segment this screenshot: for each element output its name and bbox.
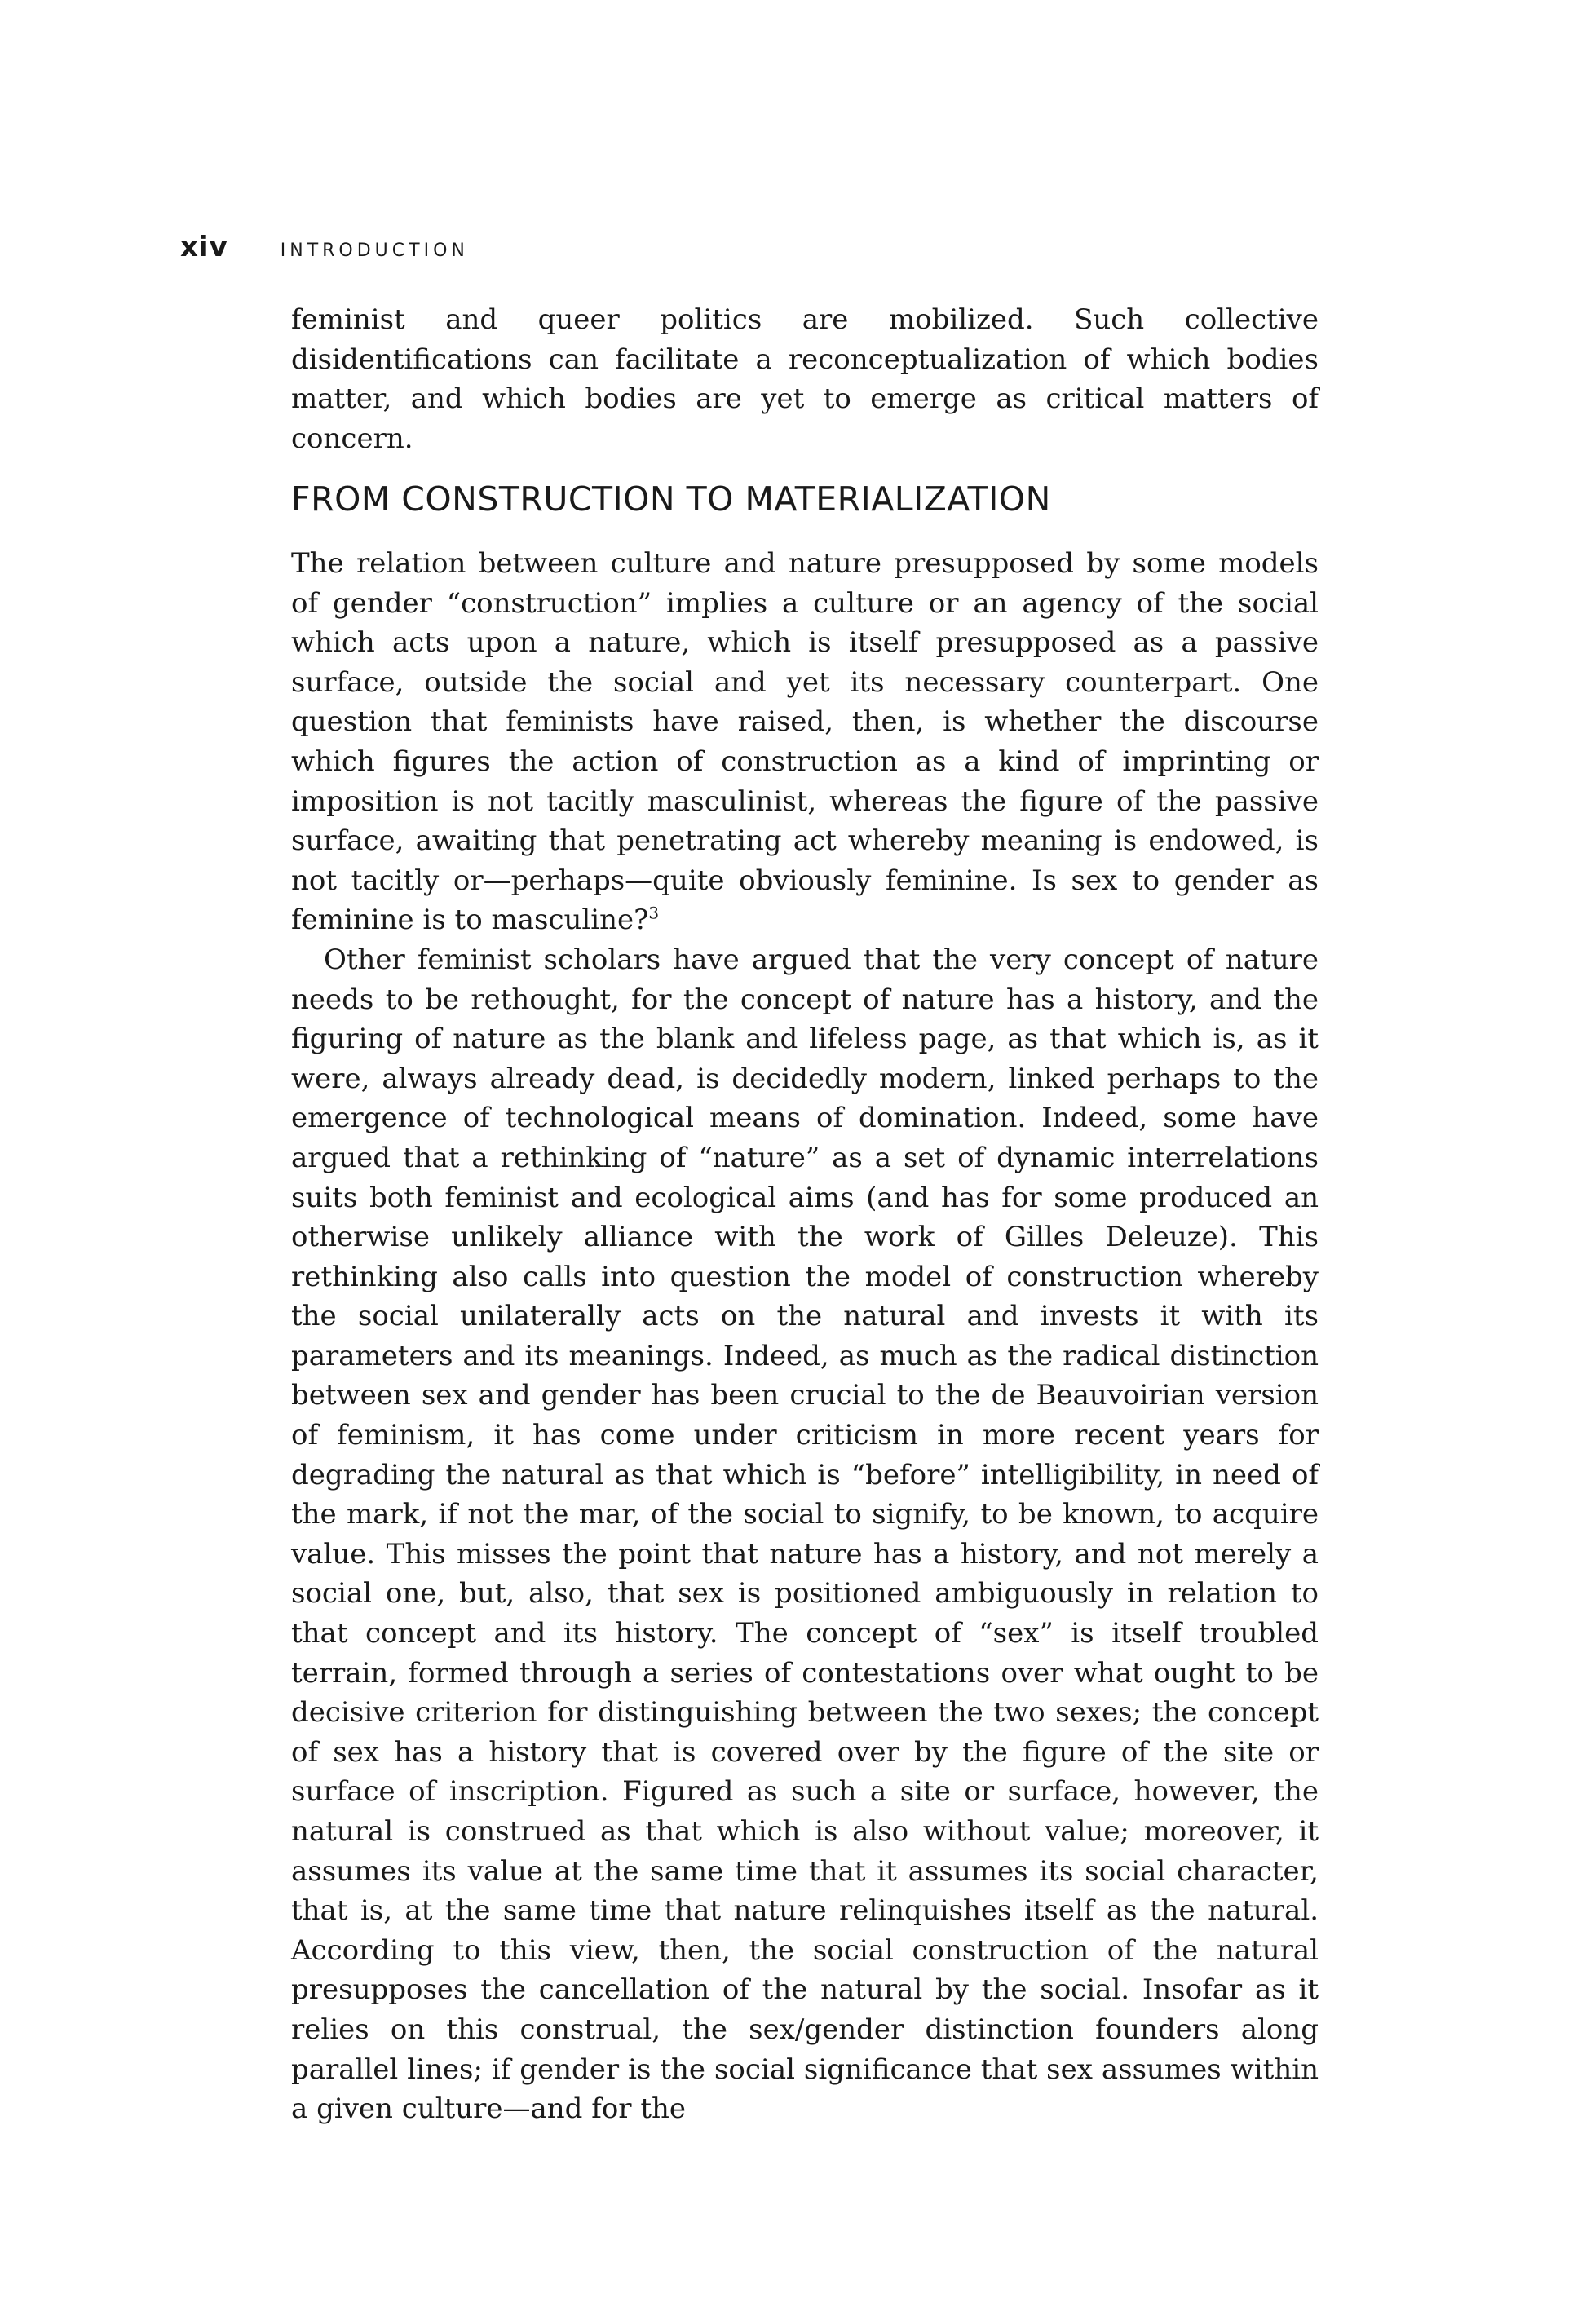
running-head-title: INTRODUCTION <box>280 241 469 261</box>
paragraph-continued: feminist and queer politics are mobilized. Such collective disidentifications can facilitate a reconceptualization of which bodies matter, and which bodies are yet to emerge as critical matters of concern. <box>291 303 1319 455</box>
continued-paragraph-block <box>291 300 1319 458</box>
footnote-marker: 3 <box>648 904 660 924</box>
paragraph-1 <box>291 544 1319 940</box>
paragraph-2: Other feminist scholars have argued that the very concept of nature needs to be rethought, for the concept of nature has a history, and the figuring of nature as the blank and lifeless page, as that which is, as it were, always already dead, is decidedly modern, linked perhaps to the emergence of technological means of domination. Indeed, some have argued that a rethinking of “nature” as a set of dynamic interrelations suits both feminist and ecological aims (and has for some produced an otherwise unlikely alliance with the work of Gilles Deleuze). This rethinking also calls into question the model of construction whereby the social unilaterally acts on the natural and invests it with its parameters and its meanings. Indeed, as much as the radical distinction between sex and gender has been crucial to the de Beauvoirian version of feminism, it has come under criticism in more recent years for degrading the natural as that which is “before” intelligibility, in need of the mark, if not the mar, of the social to signify, to be known, to acquire value. This misses the point that nature has a history, and not merely a social one, but, also, that sex is positioned ambiguously in relation to that concept and its history. The concept of “sex” is itself troubled terrain, formed through a series of contestations over what ought to be decisive criterion for distinguishing between the two sexes; the concept of sex has a history that is covered over by the figure of the site or surface of inscription. Figured as such a site or surface, however, the natural is construed as that which is also without value; moreover, it assumes its value at the same time that it assumes its social character, that is, at the same time that nature relinquishes itself as the natural. According to this view, then, the social construction of the natural presupposes the cancellation of the natural by the social. Insofar as it relies on this construal, the sex/gender distinction founders along parallel lines; if gender is the social significance that sex assumes within a given culture—and for the <box>291 943 1319 2126</box>
paragraph-1-text: The relation between culture and nature presupposed by some models of gender “construction” implies a culture or an agency of the social which acts upon a nature, which is itself presupposed as a passive surface, outside the social and yet its necessary counterpart. One question that feminists have raised, then, is whether the discourse which figures the action of construction as a kind of imprinting or imposition is not tacitly masculinist, whereas the figure of the passive surface, awaiting that penetrating act whereby meaning is endowed, is not tacitly or—perhaps—quite obviously feminine. Is sex to gender as feminine is to masculine? <box>291 547 1319 937</box>
page-number: xiv <box>180 231 228 263</box>
section-body <box>291 544 1319 2129</box>
running-head <box>180 231 469 263</box>
section-heading: FROM CONSTRUCTION TO MATERIALIZATION <box>291 479 1051 519</box>
